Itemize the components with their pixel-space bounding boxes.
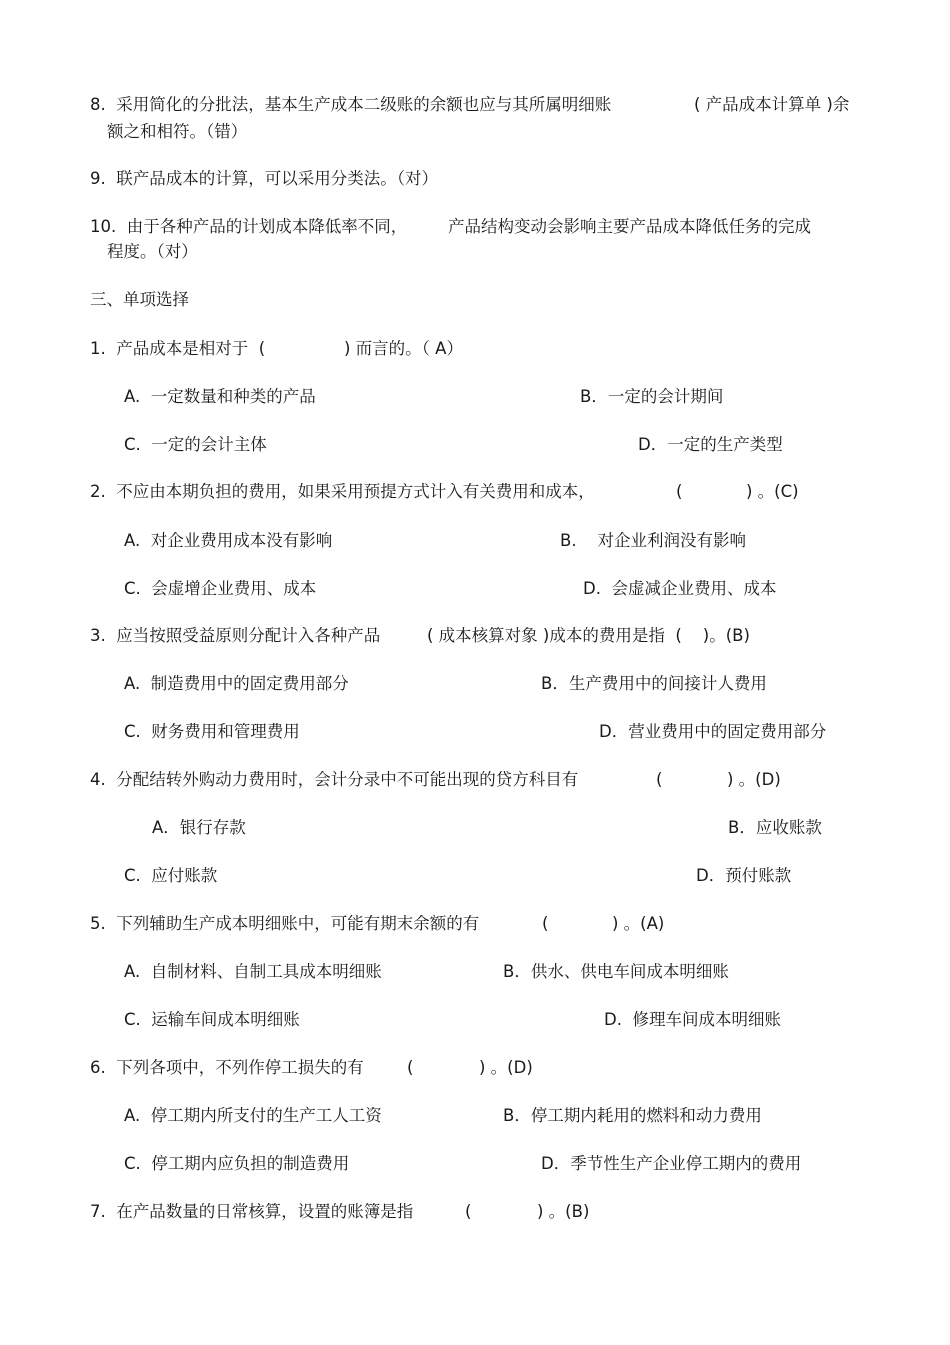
question-2-stem-paren: (: [676, 482, 683, 501]
tf-item-10-line2: 程度。（对）: [107, 242, 198, 261]
question-2-option-c: C. 会虚增企业费用、成本: [124, 579, 317, 598]
question-7-stem: 7. 在产品数量的日常核算，设置的账簿是指: [90, 1202, 414, 1221]
tf-item-8-line2: 额之和相符。（错）: [107, 122, 248, 141]
question-5-option-c: C. 运输车间成本明细账: [124, 1010, 300, 1029]
question-6-option-d: D．季节性生产企业停工期内的费用: [541, 1154, 802, 1173]
question-1-option-d: D．一定的生产类型: [638, 435, 783, 454]
question-4-stem-tail: ) 。(D): [727, 770, 781, 789]
question-4-stem: 4. 分配结转外购动力费用时，会计分录中不可能出现的贷方科目有: [90, 770, 579, 789]
question-1-stem-tail: ) 而言的。（ A）: [344, 339, 463, 358]
question-3-stem: 3. 应当按照受益原则分配计入各种产品: [90, 626, 381, 645]
question-7-stem-tail: ) 。(B): [537, 1202, 590, 1221]
question-5-stem-tail: ) 。(A): [612, 914, 665, 933]
question-1-option-b: B．一定的会计期间: [580, 387, 724, 406]
question-5-stem: 5. 下列辅助生产成本明细账中，可能有期末余额的有: [90, 914, 480, 933]
question-2-stem-tail: ) 。(C): [746, 482, 799, 501]
question-5-stem-paren: (: [542, 914, 549, 933]
tf-item-10-line1: 10. 由于各种产品的计划成本降低率不同，: [90, 217, 408, 236]
question-4-stem-paren: (: [656, 770, 663, 789]
question-6-stem-tail: ) 。(D): [479, 1058, 533, 1077]
question-4-option-c: C. 应付账款: [124, 866, 218, 885]
question-5-option-a: A. 自制材料、自制工具成本明细账: [124, 962, 382, 981]
question-6-stem: 6. 下列各项中，不列作停工损失的有: [90, 1058, 364, 1077]
question-3-option-a: A. 制造费用中的固定费用部分: [124, 674, 349, 693]
question-1-stem: 1. 产品成本是相对于 (: [90, 339, 266, 358]
tf-item-8-line1: 8. 采用简化的分批法，基本生产成本二级账的余额也应与其所属明细账: [90, 95, 612, 114]
question-2-stem: 2. 不应由本期负担的费用，如果采用预提方式计入有关费用和成本，: [90, 482, 595, 501]
question-5-option-d: D. 修理车间成本明细账: [604, 1010, 781, 1029]
tf-item-10-line1-tail: 产品结构变动会影响主要产品成本降低任务的完成: [448, 217, 811, 236]
question-6-option-c: C. 停工期内应负担的制造费用: [124, 1154, 350, 1173]
question-2-option-d: D. 会虚减企业费用、成本: [583, 579, 777, 598]
question-3-stem-tail: ( 成本核算对象 )成本的费用是指 ( )。(B): [427, 626, 750, 645]
question-6-stem-paren: (: [407, 1058, 414, 1077]
tf-item-8-line1-tail: ( 产品成本计算单 )余: [694, 95, 850, 114]
question-5-option-b: B．供水、供电车间成本明细账: [503, 962, 729, 981]
question-4-option-d: D．预付账款: [696, 866, 792, 885]
tf-item-9-line1: 9. 联产品成本的计算，可以采用分类法。（对）: [90, 169, 438, 188]
question-4-option-b: B．应收账款: [728, 818, 822, 837]
question-1-option-a: A. 一定数量和种类的产品: [124, 387, 316, 406]
question-2-option-b: B. 对企业利润没有影响: [560, 531, 747, 550]
question-3-option-d: D．营业费用中的固定费用部分: [599, 722, 827, 741]
question-6-option-a: A. 停工期内所支付的生产工人工资: [124, 1106, 382, 1125]
question-4-option-a: A．银行存款: [152, 818, 246, 837]
section-title: 三、单项选择: [90, 290, 189, 309]
question-2-option-a: A. 对企业费用成本没有影响: [124, 531, 333, 550]
question-7-stem-paren: (: [465, 1202, 472, 1221]
question-1-option-c: C. 一定的会计主体: [124, 435, 267, 454]
question-3-option-b: B．生产费用中的间接计人费用: [541, 674, 767, 693]
question-3-option-c: C. 财务费用和管理费用: [124, 722, 300, 741]
question-6-option-b: B．停工期内耗用的燃料和动力费用: [503, 1106, 762, 1125]
